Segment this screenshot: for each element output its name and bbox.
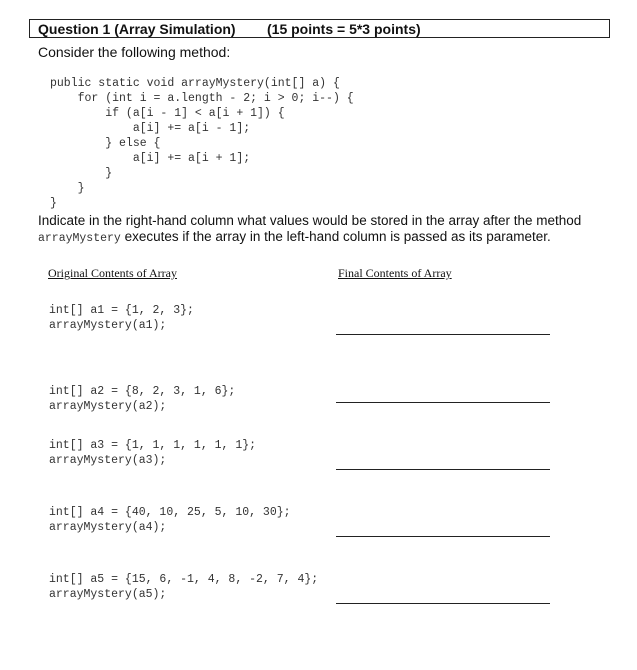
instruction-line-2	[38, 229, 598, 245]
code-line: public static void arrayMystery(int[] a) {	[50, 77, 340, 90]
intro-text: Consider the following method:	[38, 44, 231, 60]
method-name-code: arrayMystery	[38, 232, 121, 245]
code-line: }	[50, 167, 113, 180]
answer-blank[interactable]	[336, 603, 550, 604]
method-call: arrayMystery(a1);	[49, 319, 167, 332]
instruction-line-1: Indicate in the right-hand column what values would be stored in the array after the method	[38, 213, 582, 228]
final-contents-header: Final Contents of Array	[338, 266, 452, 280]
array-declaration: int[] a1 = {1, 2, 3};	[49, 304, 194, 317]
question-points: (15 points = 5*3 points)	[267, 21, 421, 37]
array-declaration: int[] a3 = {1, 1, 1, 1, 1, 1};	[49, 439, 257, 452]
array-declaration: int[] a5 = {15, 6, -1, 4, 8, -2, 7, 4};	[49, 573, 319, 586]
code-line: }	[50, 182, 85, 195]
method-call: arrayMystery(a5);	[49, 588, 167, 601]
answer-blank[interactable]	[336, 334, 550, 335]
code-line: a[i] += a[i + 1];	[50, 152, 251, 165]
question-title: Question 1 (Array Simulation)	[38, 21, 236, 37]
answer-blank[interactable]	[336, 402, 550, 403]
instruction-line-2-rest: executes if the array in the left-hand column is passed as its parameter.	[120, 229, 551, 244]
question-header-box	[29, 19, 610, 38]
method-call: arrayMystery(a3);	[49, 454, 167, 467]
code-line: } else {	[50, 137, 161, 150]
code-line: for (int i = a.length - 2; i > 0; i--) {	[50, 92, 354, 105]
code-line: a[i] += a[i - 1];	[50, 122, 251, 135]
answer-blank[interactable]	[336, 536, 550, 537]
code-line: if (a[i - 1] < a[i + 1]) {	[50, 107, 285, 120]
original-contents-header: Original Contents of Array	[48, 266, 177, 280]
answer-blank[interactable]	[336, 469, 550, 470]
array-declaration: int[] a4 = {40, 10, 25, 5, 10, 30};	[49, 506, 291, 519]
array-declaration: int[] a2 = {8, 2, 3, 1, 6};	[49, 385, 236, 398]
code-line: }	[50, 197, 57, 210]
method-call: arrayMystery(a2);	[49, 400, 167, 413]
method-call: arrayMystery(a4);	[49, 521, 167, 534]
